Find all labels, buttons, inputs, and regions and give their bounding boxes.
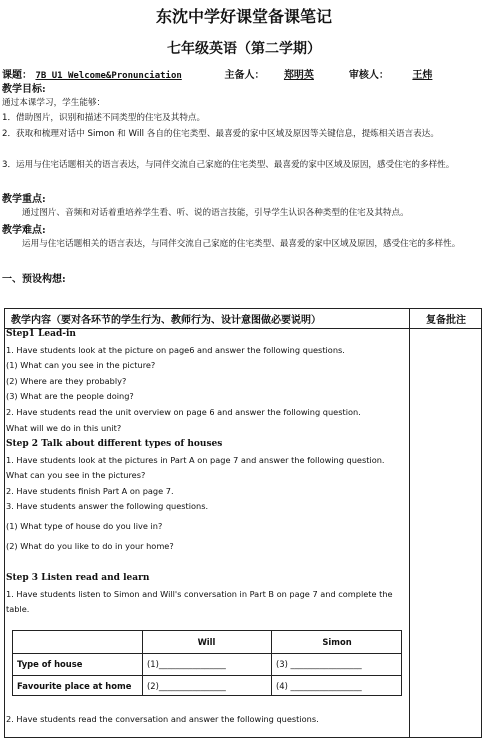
will-column-header: Will (197, 637, 216, 647)
row-label-favourite-place: Favourite place at home (17, 681, 132, 691)
step1-line: (2) Where are they probably? (6, 375, 127, 386)
listening-table (12, 630, 402, 696)
section-heading: 一、预设构想: (2, 274, 66, 285)
step2-line: (2) What do you like to do in your home? (6, 540, 174, 551)
step1-line: What will we do in this unit? (6, 422, 122, 433)
blank-simon-house-type: (3) _________________ (276, 659, 362, 669)
step2-line: 3. Have students answer the following questions. (6, 501, 209, 512)
step3-line: 2. Have students read the conversation and answer the following questions. (6, 714, 319, 724)
step2-title: Step 2 Talk about different types of houses (6, 439, 223, 449)
step2-line: (1) What type of house do you live in? (6, 520, 163, 531)
key-points-text: 通过图片、音频和对话着重培养学生看、听、说的语言技能，引导学生认识各种类型的住宅及其特点。 (22, 208, 409, 218)
objective-item: 1．借助图片，识别和描述不同类型的住宅及其特点。 (2, 113, 206, 123)
blank-will-house-type: (1)________________ (147, 659, 226, 669)
topic-value: 7B U1 Welcome&Pronunciation (35, 71, 182, 81)
difficulties-text: 运用与住宅话题相关的语言表达，与同伴交流自己家庭的住宅类型、最喜爱的家中区域及原因，感受住宅的多样性。 (22, 239, 461, 249)
step1-line: 2. Have students read the unit overview on page 6 and answer the following question. (6, 406, 361, 417)
step1-block (6, 327, 398, 436)
reviewer-label: 审核人： (348, 70, 389, 81)
step1-line: (3) What are the people doing? (6, 391, 134, 402)
simon-column-header: Simon (322, 637, 352, 647)
objective-item: 3．运用与住宅话题相关的语言表达，与同伴交流自己家庭的住宅类型、最喜爱的家中区域及原因，感受住宅的多样性。 (2, 160, 455, 170)
key-points-heading: 教学重点: (2, 194, 46, 205)
step2-line: 2. Have students finish Part A on page 7. (6, 485, 174, 496)
topic-line (2, 66, 452, 81)
school-title: 东沈中学好课堂备课笔记 (155, 7, 332, 26)
step1-line: 1. Have students look at the picture on page6 and answer the following questions. (6, 344, 345, 355)
step1-line: (1) What can you see in the picture? (6, 360, 156, 371)
blank-will-favourite-place: (2)________________ (147, 681, 226, 691)
objective-item: 2．获取和梳理对话中 Simon 和 Will 各自的住宅类型、最喜爱的家中区域及原因等关键信息，提炼相关语言表达。 (2, 129, 439, 139)
step3-block (6, 571, 398, 618)
topic-label: 课题： (2, 70, 32, 81)
reviewer-value: 王炜 (412, 70, 433, 81)
step1-title: Step1 Lead-in (6, 329, 76, 339)
step2-block (6, 437, 398, 554)
step3-line: 1. Have students listen to Simon and Will's conversation in Part B on page 7 and complete the table. (6, 588, 393, 615)
notes-column-header: 复备批注 (426, 315, 466, 326)
content-column-header: 教学内容（要对各环节的学生行为、教师行为、设计意图做必要说明） (11, 315, 321, 326)
step2-line: 1. Have students look at the pictures in Part A on page 7 and answer the following question. (6, 454, 385, 465)
objectives-heading: 教学目标: (2, 84, 46, 95)
step3-title: Step 3 Listen read and learn (6, 573, 150, 583)
preparer-label: 主备人： (224, 70, 265, 81)
difficulties-heading: 教学难点: (2, 225, 46, 236)
preparer-value: 郑明英 (283, 70, 314, 81)
blank-simon-favourite-place: (4) _________________ (276, 681, 362, 691)
step2-line: What can you see in the pictures? (6, 470, 146, 481)
objectives-intro: 通过本课学习，学生能够： (2, 98, 106, 108)
course-subtitle: 七年级英语（第二学期） (167, 41, 321, 57)
row-label-house-type: Type of house (17, 659, 83, 669)
